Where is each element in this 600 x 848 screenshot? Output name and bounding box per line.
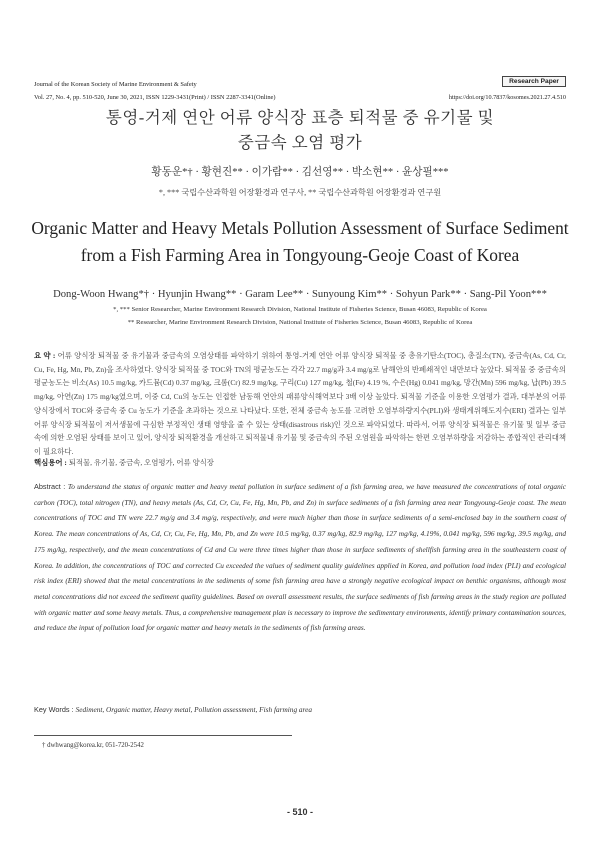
- volume-issn-line: Vol. 27, No. 4, pp. 510-520, June 30, 2021, ISSN 1229-3431(Print) / ISSN 2287-3341(Online): [34, 94, 276, 101]
- korean-abstract-label: 요 약 :: [34, 351, 58, 360]
- footnote-divider: [34, 735, 292, 736]
- korean-keywords: [34, 457, 566, 468]
- english-abstract-label: Abstract :: [34, 482, 68, 491]
- english-authors: Dong-Woon Hwang*† · Hyunjin Hwang** · Garam Lee** · Sunyoung Kim** · Sohyun Park** · Sang-Pil Yoon***: [53, 289, 547, 300]
- korean-keywords-label: 핵심용어 :: [34, 458, 69, 467]
- journal-name: Journal of the Korean Society of Marine Environment & Safety: [34, 81, 197, 88]
- doi-link[interactable]: https://doi.org/10.7837/kosomes.2021.27.4.510: [448, 94, 566, 101]
- korean-title-line-2: 중금속 오염 평가: [237, 133, 363, 152]
- english-affiliation-line-1: *, *** Senior Researcher, Marine Environment Research Division, National Institute of Fisheries Science, Busan 46083, Republic of Korea: [113, 306, 487, 313]
- korean-authors: 황동운*† · 황현진** · 이가람** · 김선영** · 박소현** · 윤상필***: [151, 167, 449, 178]
- korean-title-line-1: 통영-거제 연안 어류 양식장 표층 퇴적물 중 유기물 및: [105, 108, 495, 127]
- english-keywords-label: Key Words :: [34, 705, 76, 714]
- corresponding-author-footnote: † dwhwang@korea.kr, 051-720-2542: [42, 742, 144, 749]
- english-affiliation-line-2: ** Researcher, Marine Environment Research Division, National Institute of Fisheries Science, Busan 46083, Republic of Korea: [127, 319, 473, 326]
- research-paper-badge: Research Paper: [502, 76, 566, 87]
- english-abstract: [34, 479, 566, 636]
- english-title-line-2: from a Fish Farming Area in Tongyoung-Geoje Coast of Korea: [80, 245, 520, 265]
- korean-abstract-text: 어류 양식장 퇴적물 중 유기물과 중금속의 오염상태를 파악하기 위하여 통영-거제 연안 어류 양식장 퇴적물 중 총유기탄소(TOC), 총질소(TN), 중금속(As, Cd, Cr, Cu, Fe, Hg, Mn, Pb, Zn)을 조사하였다. 양식장 퇴적물 중 TOC와 TN의 평균농도는 각각 22.7 mg/g과 3.4 mg/g로 남해안의 반폐쇄적인 내만보다 높았다. 퇴적물 중 중금속의 평균농도는 비소(As) 10.5 mg/kg, 카드뮴(Cd) 0.37 mg/kg, 크롬(Cr) 82.9 mg/kg, 구리(Cu) 127 mg/kg, 철(Fe) 4.19 %, 수은(Hg) 0.041 mg/kg, 망간(Mn) 596 mg/kg, 납(Pb) 39.5 mg/kg, 아연(Zn) 175 mg/kg였으며, 이중 Cd, Cu의 농도는 인접한 남동해 연안의 패류양식해역보다 3배 이상 높았다. 퇴적물 기준을 이용한 오염평가 결과, 대부분의 어류 양식장에서 TOC와 중금속 중 Cu 농도가 기준을 초과하는 것으로 나타났다. 또한, 전체 중금속 농도를 고려한 오염부하량지수(PLI)와 생태계위해도지수(ERI) 결과는 일부 어류 양식장 퇴적물이 저서생물에 극심한 부정적인 생태 영향을 줄 수 있는 상태(disastrous risk)인 것으로 파악되었다. 따라서, 어류 양식장 퇴적물은 유기물 및 일부 중금속에 의한 오염된 상태를 보이고 있어, 양식장 퇴적환경을 개선하고 퇴적물내 유기물 및 중금속의 주된 오염원을 파악하는 한편 오염부하량을 저감하는 종합적인 관리대책이 필요하다.: [34, 351, 566, 456]
- korean-keywords-text: 퇴적물, 유기물, 중금속, 오염평가, 어류 양식장: [68, 458, 214, 467]
- korean-affiliation: *, *** 국립수산과학원 어장환경과 연구사, ** 국립수산과학원 어장환경과 연구원: [158, 188, 442, 197]
- english-title-line-1: Organic Matter and Heavy Metals Pollution Assessment of Surface Sediment: [31, 218, 569, 238]
- page-number: - 510 -: [286, 807, 313, 817]
- english-keywords: [34, 705, 566, 714]
- english-keywords-text: Sediment, Organic matter, Heavy metal, Pollution assessment, Fish farming area: [75, 705, 313, 714]
- english-abstract-text: To understand the status of organic matter and heavy metal pollution in surface sediment of a fish farming area, we have measured the concentrations of total organic carbon (TOC), total nitrogen (TN), and heavy metals (As, Cd, Cr, Cu, Fe, Hg, Mn, Pb, and Zn) in surface sediments of a fish farming area near Tongyoung-Geoje coast. The mean concentrations of TOC and TN were 22.7 mg/g and 3.4 mg/g, respectively, and were much higher than those in surface sediments of a semi-enclosed bay in the southern coast of Korea. The mean concentrations of As, Cd, Cr, Cu, Fe, Hg, Mn, Pb, and Zn were 10.5 mg/kg, 0.37 mg/kg, 82.9 mg/kg, 127 mg/kg, 4.19%, 0.041 mg/kg, 596 mg/kg, 39.5 mg/kg, and 175 mg/kg, respectively, and the mean concentrations of Cd and Cu were three times higher than those in surface sediments of shellfish farming area in the southeastern coast of Korea. In addition, the concentrations of TOC and corrected Cu exceeded the values of sediment quality guidelines applied in Korea, and pollution load index (PLI) and ecological risk index (ERI) showed that the metal concentrations in the sediments of some fish farming area have a strongly negative ecological impact on benthic organisms, although most metal concentrations did not exceed the sediment quality guidelines. Based on overall assessment results, the surface sediments of fish farming areas in the study region are polluted with organic matter and some heavy metals. Thus, a comprehensive management plan is necessary to improve the sedimentary environments, identify primary contamination sources, and reduce the input of pollution load for organic matter and heavy metals in the sediments of fish farming areas.: [34, 482, 566, 633]
- korean-abstract: [34, 349, 566, 459]
